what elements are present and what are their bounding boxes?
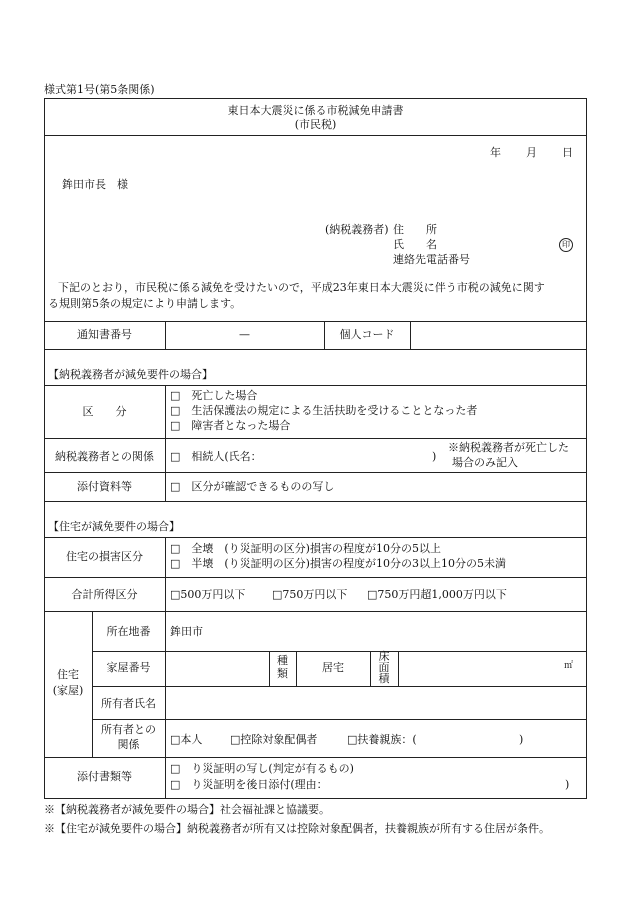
category-label: 区 分 — [82, 405, 127, 418]
owner-rel-self[interactable]: □本人 — [170, 733, 203, 746]
divider — [44, 611, 587, 612]
divider — [44, 135, 587, 136]
divider — [92, 651, 587, 652]
divider — [44, 577, 587, 578]
income-option-1000[interactable]: □750万円超1,000万円以下 — [367, 588, 507, 601]
owner-rel-label-2: 関係 — [117, 738, 140, 751]
attach-option[interactable]: □ 区分が確認できるものの写し — [170, 480, 335, 493]
damage-label: 住宅の損害区分 — [66, 550, 143, 563]
income-label: 合計所得区分 — [71, 588, 138, 601]
house-number-label: 家屋番号 — [106, 661, 151, 674]
income-option-500[interactable]: □500万円以下 — [170, 588, 246, 601]
divider — [398, 651, 399, 686]
kind-label-1: 種 — [277, 654, 288, 667]
section1-heading: 【納税義務者が減免要件の場合】 — [48, 368, 213, 381]
date-day: 日 — [562, 146, 573, 159]
personal-code-label: 個人コード — [339, 328, 395, 341]
divider — [44, 501, 587, 502]
relation-label: 納税義務者との関係 — [55, 450, 154, 463]
attach-label: 添付資料等 — [77, 480, 132, 493]
docs-option-copy[interactable]: □ り災証明の写し(判定が有るもの) — [170, 762, 354, 775]
divider — [92, 686, 587, 687]
form-title: 東日本大震災に係る市税減免申請書 — [227, 104, 404, 117]
relation-note-line-2: 場合のみ記入 — [452, 456, 518, 469]
category-option-disability[interactable]: □ 障害者となった場合 — [170, 419, 291, 432]
divider — [92, 719, 587, 720]
house-label-line-2: (家屋) — [52, 684, 84, 697]
floor-unit: ㎡ — [564, 661, 574, 671]
owner-rel-label-1: 所有者との — [101, 723, 156, 736]
damage-option-half[interactable]: □ 半壊 (り災証明の区分)損害の程度が10分の3以上10分の5未満 — [170, 557, 506, 570]
owner-name-label: 所有者氏名 — [101, 697, 156, 710]
location-value: 鉾田市 — [170, 625, 203, 638]
divider — [44, 321, 587, 322]
docs-option-later[interactable]: □ り災証明を後日添付(理由： — [170, 778, 328, 791]
kind-value: 居宅 — [322, 661, 344, 674]
intro-line-2: る規則第5条の規定により申請します。 — [48, 297, 242, 310]
divider — [44, 438, 587, 439]
intro-line-1: 下記のとおり，市民税に係る減免を受けたいので，平成23年東日本大震災に伴う市税の減免に関す — [58, 281, 545, 294]
relation-paren: ) — [432, 450, 437, 463]
income-option-750[interactable]: □750万円以下 — [272, 588, 348, 601]
house-label-line-1: 住宅 — [57, 668, 79, 681]
addressee: 鉾田市長 様 — [62, 178, 128, 191]
applicant-role: (納税義務者) — [325, 223, 389, 236]
docs-label: 添付書類等 — [77, 770, 132, 783]
docs-paren: ) — [565, 778, 570, 791]
divider — [165, 385, 166, 501]
divider — [44, 757, 587, 758]
floor-label-1: 床 — [378, 650, 390, 663]
divider — [44, 385, 587, 386]
notice-number-label: 通知書番号 — [77, 328, 132, 341]
category-option-death[interactable]: □ 死亡した場合 — [170, 389, 258, 402]
seal-mark: 印 — [559, 238, 573, 252]
damage-option-total[interactable]: □ 全壊 (り災証明の区分)損害の程度が10分の5以上 — [170, 542, 441, 555]
date-year: 年 — [490, 146, 501, 159]
location-label: 所在地番 — [106, 625, 151, 638]
kind-label-2: 類 — [277, 667, 288, 680]
divider — [165, 611, 166, 799]
form-number: 様式第1号(第5条関係) — [44, 83, 155, 96]
divider — [165, 537, 166, 611]
footnote-1: ※【納税義務者が減免要件の場合】社会福祉課と協議要。 — [44, 803, 330, 816]
notice-number-value: — — [239, 328, 250, 341]
applicant-address-label: 住 所 — [393, 223, 437, 236]
divider — [44, 472, 587, 473]
applicant-name-label: 氏 名 — [393, 238, 437, 251]
divider — [410, 321, 411, 349]
section2-heading: 【住宅が減免要件の場合】 — [48, 520, 180, 533]
footnote-2: ※【住宅が減免要件の場合】納税義務者が所有又は控除対象配偶者，扶養親族が所有する住居が条件。 — [44, 822, 550, 835]
divider — [44, 349, 587, 350]
relation-heir-option[interactable]: □ 相続人(氏名： — [170, 450, 262, 463]
applicant-phone-label: 連絡先電話番号 — [393, 253, 470, 266]
relation-note-line-1: ※納税義務者が死亡した — [448, 441, 569, 454]
owner-rel-spouse[interactable]: □控除対象配偶者 — [230, 733, 318, 746]
owner-rel-paren: ) — [519, 733, 524, 746]
floor-label-3: 積 — [378, 672, 390, 685]
form-subtitle: (市民税) — [294, 118, 337, 131]
floor-label-2: 面 — [378, 661, 390, 674]
date-month: 月 — [526, 146, 537, 159]
category-option-welfare[interactable]: □ 生活保護法の規定による生活扶助を受けることとなった者 — [170, 404, 478, 417]
owner-rel-dependent[interactable]: □扶養親族：( — [347, 733, 417, 746]
divider — [44, 537, 587, 538]
